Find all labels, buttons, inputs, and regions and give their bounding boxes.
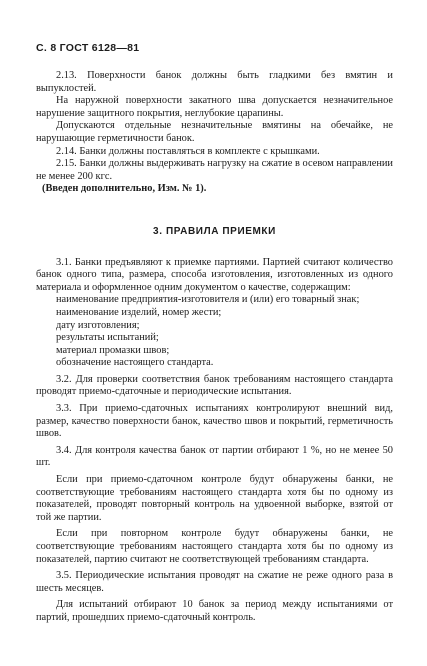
page-header: С. 8 ГОСТ 6128—81 (36, 42, 140, 54)
list-item: наименование изделий, номер жести; (56, 306, 222, 318)
list-item: результаты испытаний; (56, 332, 159, 344)
paragraph-seam-surface: На наружной поверхности закатного шва допускается незначительное нарушение защитного покрытия, неглубокие царапины. (36, 95, 393, 119)
paragraph-lot-rejection: Если при повторном контроле будут обнаружены банки, не соответствующие требованиям настоящего стандарта хотя бы по одному из показателей, партию считают не соответствующей требованиям стандарта. (36, 528, 393, 565)
clause-2-13: 2.13. Поверхности банок должны быть гладкими без вмятин и выпуклостей. (36, 70, 393, 94)
document-body (36, 70, 393, 625)
paragraph-sampling: Для испытаний отбирают 10 банок за период между испытаниями от партий, прошедших приемо-сдаточный контроль. (36, 599, 393, 623)
list-item: дату изготовления; (56, 319, 140, 331)
clause-3-4: 3.4. Для контроля качества банок от партии отбирают 1 %, но не менее 50 шт. (36, 444, 393, 469)
amendment-note: (Введен дополнительно, Изм. № 1). (42, 183, 207, 195)
clause-3-1: 3.1. Банки предъявляют к приемке партиями. Партией считают количество банок одного типа, размера, способа изготовления, изготовленных из одного материала и оформленное одним документом о качестве, содержащим: (36, 256, 393, 293)
list-item: материал промазки швов; (56, 344, 170, 356)
list-item: наименование предприятия-изготовителя и (или) его товарный знак; (56, 294, 360, 306)
clause-3-3: 3.3. При приемо-сдаточных испытаниях контролируют внешний вид, размер, качество поверхности банок, качество швов и покрытий, герметичность швов. (36, 403, 393, 440)
clause-2-15: 2.15. Банки должны выдерживать нагрузку на сжатие в осевом направлении не менее 200 кгс. (36, 158, 393, 182)
clause-2-14: 2.14. Банки должны поставляться в комплекте с крышками. (56, 145, 320, 157)
section-title: 3. ПРАВИЛА ПРИЕМКИ (153, 225, 276, 237)
paragraph-repeat-control: Если при приемо-сдаточном контроле будут обнаружены банки, не соответствующие требованиям настоящего стандарта хотя бы по одному из показателей, проводят повторный контроль на удвоенной выборке, взятой от той же партии. (36, 474, 393, 523)
clause-3-5: 3.5. Периодические испытания проводят на сжатие не реже одного раза в шесть месяцев. (36, 570, 393, 594)
list-item: обозначение настоящего стандарта. (56, 357, 214, 369)
paragraph-dents: Допускаются отдельные незначительные вмятины на обечайке, не нарушающие герметичности банок. (36, 120, 393, 144)
clause-3-2: 3.2. Для проверки соответствия банок требованиям настоящего стандарта проводят приемо-сдаточные и периодические испытания. (36, 373, 393, 398)
